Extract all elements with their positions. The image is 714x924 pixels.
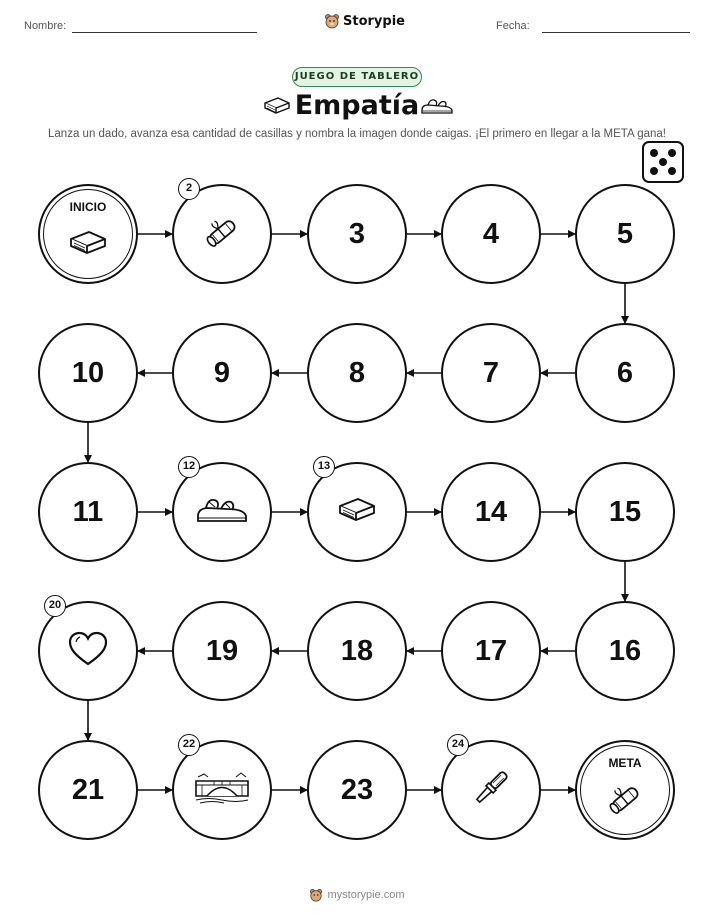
board-cell-22 — [172, 740, 272, 840]
bridge-icon — [194, 771, 250, 809]
board-cell-15 — [575, 462, 675, 562]
cell-number: 14 — [474, 495, 508, 528]
cell-number-badge: 12 — [178, 456, 200, 478]
footer-site: mystorypie.com — [327, 889, 405, 901]
cell-number: 23 — [340, 773, 374, 806]
board-cell-24 — [441, 740, 541, 840]
board-cell-9 — [172, 323, 272, 423]
brand-name: Storypie — [343, 13, 405, 29]
board-cell-21 — [38, 740, 138, 840]
board-cell-14 — [441, 462, 541, 562]
board-cell-10 — [38, 323, 138, 423]
board-cell-20 — [38, 601, 138, 701]
board-cell-7 — [441, 323, 541, 423]
bear-icon — [309, 888, 323, 902]
cell-number-badge: 13 — [313, 456, 335, 478]
board-cell-16 — [575, 601, 675, 701]
page-title: Empatía — [294, 90, 420, 121]
date-label: Fecha: — [496, 20, 530, 32]
cell-number: 18 — [340, 634, 374, 667]
cell-number-badge: 22 — [178, 734, 200, 756]
heart-icon — [67, 630, 109, 672]
cell-label: INICIO — [69, 200, 107, 214]
book-icon — [336, 495, 378, 529]
board-cell-19 — [172, 601, 272, 701]
chisel-icon — [469, 766, 513, 814]
cell-number: 7 — [482, 356, 500, 389]
board-cell-2 — [172, 184, 272, 284]
board-cell-5 — [575, 184, 675, 284]
cell-number: 16 — [608, 634, 642, 667]
cell-number: 19 — [205, 634, 239, 667]
cell-number: 5 — [616, 217, 634, 250]
board-cell-18 — [307, 601, 407, 701]
board-cell-6 — [575, 323, 675, 423]
board-cell-12 — [172, 462, 272, 562]
scroll-icon — [200, 210, 244, 258]
cell-number: 21 — [71, 773, 105, 806]
board-cell-3 — [307, 184, 407, 284]
cell-number: 6 — [616, 356, 634, 389]
board-cell-8 — [307, 323, 407, 423]
cell-number: 3 — [348, 217, 366, 250]
board-cell-23 — [307, 740, 407, 840]
cell-number: 15 — [608, 495, 642, 528]
game-type-badge: JUEGO DE TABLERO — [292, 67, 422, 87]
board-cell-11 — [38, 462, 138, 562]
footer — [0, 888, 714, 902]
board-cell-1 — [38, 184, 138, 284]
cell-number-badge: 24 — [447, 734, 469, 756]
cell-number: 8 — [348, 356, 366, 389]
name-label: Nombre: — [24, 20, 67, 32]
scroll-icon — [603, 777, 647, 825]
cell-number: 10 — [71, 356, 105, 389]
cell-number: 11 — [72, 495, 104, 528]
cell-number: 4 — [482, 217, 500, 250]
board-cell-25 — [575, 740, 675, 840]
board-cell-17 — [441, 601, 541, 701]
cell-number-badge: 2 — [178, 178, 200, 200]
cell-label: META — [608, 756, 642, 770]
board-cell-4 — [441, 184, 541, 284]
board-cell-13 — [307, 462, 407, 562]
cell-number-badge: 20 — [44, 595, 66, 617]
cell-number: 17 — [474, 634, 508, 667]
book-icon — [67, 228, 109, 262]
instructions-text: Lanza un dado, avanza esa cantidad de casillas y nombra la imagen donde caigas. ¡El primero en llegar a la META gana! — [48, 128, 666, 140]
sandal-icon — [195, 494, 249, 530]
cell-number: 9 — [213, 356, 231, 389]
